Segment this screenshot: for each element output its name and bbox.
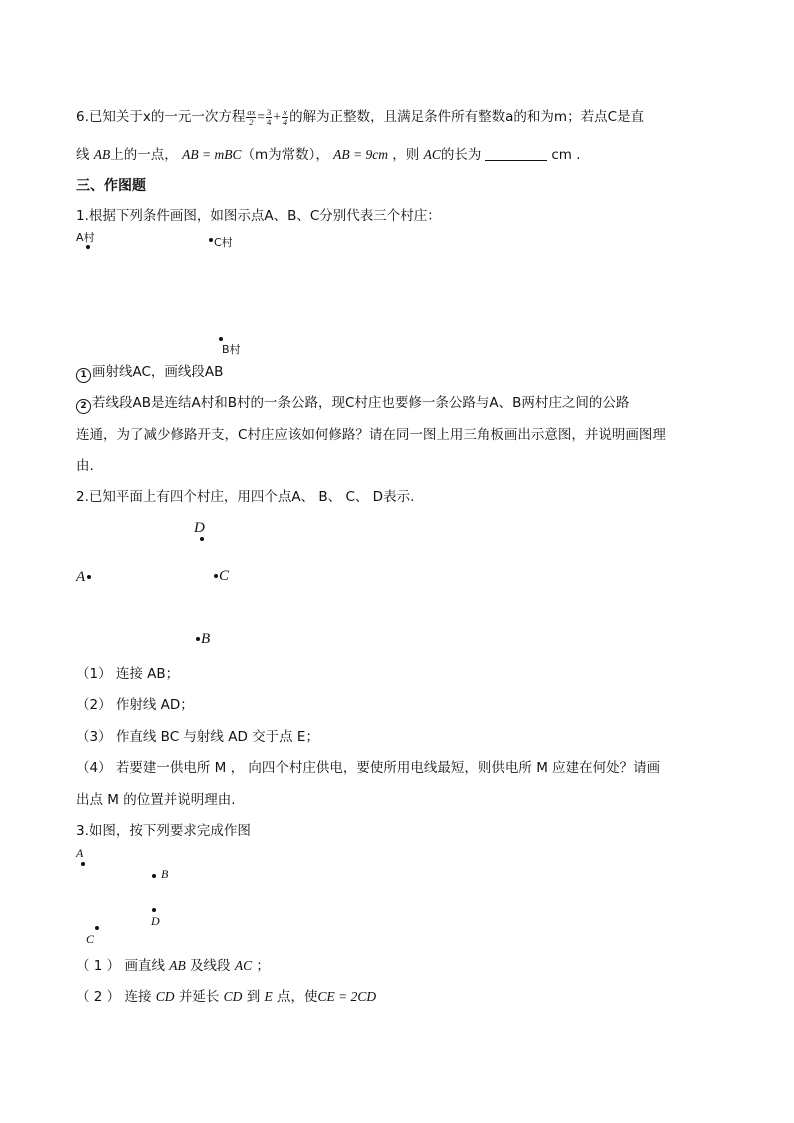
- q6-frac-ax-2: $\frac{ax}{2}$: [247, 106, 256, 127]
- p3-point-b: [152, 874, 156, 878]
- p3-text: （ 2 ） 连接: [76, 989, 152, 1005]
- p3-math-e: E: [264, 989, 273, 1004]
- p2-label-b: B: [201, 631, 211, 647]
- p3-label-c: C: [86, 932, 95, 946]
- p1-label-a: A村: [76, 231, 95, 244]
- p1-item2-text: 若线段AB是连结A村和B村的一条公路，现C村庄也要修一条公路与A、B两村庄之间的公路: [92, 395, 630, 411]
- q6-math-eq1: AB = mBC: [182, 147, 242, 162]
- q6-text: 的长为: [440, 147, 482, 163]
- p1-label-b: B村: [222, 343, 241, 356]
- p3-intro: 3.如图，按下列要求完成作图: [76, 823, 251, 839]
- section-heading: 三、作图题: [76, 178, 146, 194]
- p3-math-ce-eq: CE = 2CD: [317, 989, 377, 1004]
- p2-point-c: [214, 574, 218, 578]
- p1-item1-text: 画射线AC，画线段AB: [92, 364, 224, 380]
- p2-step3: （3） 作直线 BC 与射线 AD 交于点 E；: [76, 729, 319, 745]
- p2-step2: （2） 作射线 AD；: [76, 697, 194, 713]
- p3-text: 及线段: [190, 958, 231, 974]
- p2-point-a: [87, 575, 91, 579]
- q6-line2: [76, 145, 581, 165]
- p3-label-b: B: [161, 867, 169, 881]
- q6-math-ac: AC: [423, 147, 441, 162]
- circled-number-1: 1: [76, 368, 91, 383]
- p2-step4-line2: 出点 M 的位置并说明理由.: [76, 792, 236, 808]
- p3-step2: [76, 987, 376, 1007]
- q6-math-eq2: AB = 9cm: [333, 147, 388, 162]
- p1-item2-line2: 连通，为了减少修路开支，C村庄应该如何修路？请在同一图上用三角板画出示意图，并说明画图理: [76, 427, 666, 443]
- q6-text: ，则: [392, 147, 420, 163]
- q6-unit: cm .: [551, 147, 581, 163]
- p3-point-d: [152, 908, 156, 912]
- q6-text: 线: [76, 147, 90, 163]
- p3-text: 到: [246, 989, 261, 1005]
- p3-point-a: [81, 862, 85, 866]
- p2-step4-line1: （4） 若要建一供电所 M ， 向四个村庄供电，要使所用电线最短，则供电所 M 应建在何处？请画: [76, 760, 661, 776]
- p2-point-b: [196, 637, 200, 641]
- p1-label-c: C村: [214, 236, 233, 249]
- p3-step1: [76, 956, 270, 976]
- p2-intro: 2.已知平面上有四个村庄，用四个点A、 B、 C、 D表示.: [76, 489, 415, 505]
- p3-label-d: D: [151, 914, 160, 928]
- p3-math-ac: AC: [234, 958, 253, 973]
- q6-frac-x-4: $\frac{x}{4}$: [282, 106, 288, 127]
- answer-blank[interactable]: [485, 146, 547, 161]
- p1-item2-line1: [76, 393, 629, 414]
- p2-label-c: C: [219, 568, 230, 584]
- p1-point-c: [209, 238, 213, 242]
- q6-text: 上的一点，: [110, 147, 178, 163]
- q6-line1: [76, 107, 644, 127]
- p1-point-b: [219, 337, 223, 341]
- p3-math-ab: AB: [169, 958, 186, 973]
- p2-label-d: D: [194, 520, 205, 536]
- q6-math-ab: AB: [93, 147, 111, 162]
- q6-suffix: 的解为正整数，且满足条件所有整数a的和为m；若点C是直: [289, 109, 645, 125]
- q6-equals: =: [257, 109, 266, 124]
- p3-math-cd: CD: [223, 989, 243, 1004]
- p2-step1: （1） 连接 AB；: [76, 666, 180, 682]
- p3-text: 并延长: [178, 989, 220, 1005]
- p1-point-a: [86, 245, 90, 249]
- p3-point-c: [95, 926, 99, 930]
- circled-number-2: 2: [76, 399, 91, 414]
- q6-frac-3-4: $\frac{3}{4}$: [267, 106, 272, 127]
- p3-text: ；: [256, 958, 270, 974]
- p1-intro: 1.根据下列条件画图，如图示点A、B、C分别代表三个村庄：: [76, 208, 441, 224]
- q6-text: （m为常数），: [241, 147, 329, 163]
- p2-point-d: [200, 537, 204, 541]
- p3-text: 点，使: [277, 989, 318, 1005]
- p2-label-a: A: [76, 569, 86, 585]
- p3-label-a: A: [76, 846, 84, 860]
- q6-prefix: 6.已知关于x的一元一次方程: [76, 109, 246, 125]
- p3-text: （ 1 ） 画直线: [76, 958, 165, 974]
- q6-plus: +: [273, 109, 281, 124]
- p1-item1: [76, 362, 223, 383]
- p3-math-cd: CD: [155, 989, 175, 1004]
- p1-item2-line3: 由.: [76, 458, 94, 474]
